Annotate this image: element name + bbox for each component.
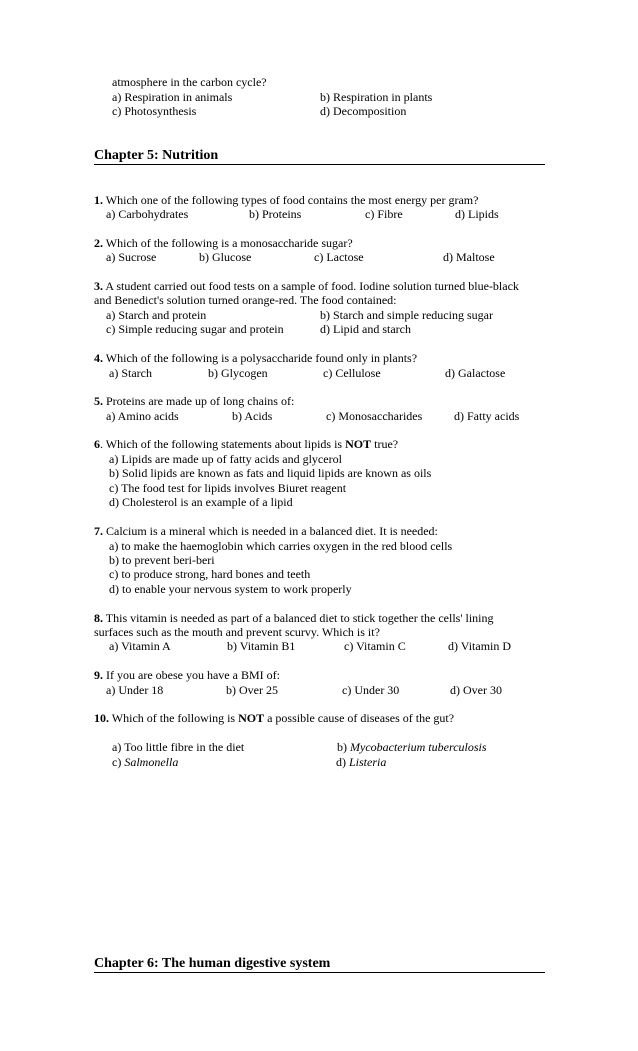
q2-option-c: c) Lactose — [314, 250, 364, 264]
q3-option-a: a) Starch and protein — [106, 308, 207, 322]
q6-option-a: a) Lipids are made up of fatty acids and glycerol — [109, 452, 342, 466]
option-organism: Listeria — [349, 755, 387, 769]
q4-option-d: d) Galactose — [445, 366, 506, 380]
q9-option-c: c) Under 30 — [342, 683, 400, 697]
q6-option-d: d) Cholesterol is an example of a lipid — [109, 495, 293, 509]
question-number: 5. — [94, 394, 103, 408]
question-text: Which of the following is a monosaccharide sugar? — [103, 236, 353, 250]
option-letter: d) — [336, 755, 349, 769]
question-number: 3. — [94, 279, 103, 293]
q8-option-c: c) Vitamin C — [344, 639, 406, 653]
emphasis-not: NOT — [238, 711, 265, 725]
carry-option-b: b) Respiration in plants — [320, 90, 433, 104]
q10-option-d — [336, 755, 386, 770]
q9-option-d: d) Over 30 — [450, 683, 502, 697]
question-5 — [94, 394, 294, 409]
option-letter: b) — [337, 740, 350, 754]
carry-option-a: a) Respiration in animals — [112, 90, 233, 104]
q1-option-b: b) Proteins — [249, 207, 302, 221]
question-text-end: true? — [371, 437, 399, 451]
question-1 — [94, 193, 478, 208]
option-organism: Mycobacterium tuberculosis — [350, 740, 487, 754]
q7-option-d: d) to enable your nervous system to work properly — [109, 582, 352, 596]
q6-option-b: b) Solid lipids are known as fats and liquid lipids are known as oils — [109, 466, 432, 480]
q5-option-b: b) Acids — [232, 409, 273, 423]
q8-option-b: b) Vitamin B1 — [227, 639, 296, 653]
carry-option-d: d) Decomposition — [320, 104, 407, 118]
q7-option-a: a) to make the haemoglobin which carries oxygen in the red blood cells — [109, 539, 453, 553]
emphasis-not: NOT — [345, 437, 372, 451]
question-number: 1. — [94, 193, 103, 207]
question-text-end: a possible cause of diseases of the gut? — [264, 711, 455, 725]
q5-option-c: c) Monosaccharides — [326, 409, 423, 423]
q3-option-b: b) Starch and simple reducing sugar — [320, 308, 493, 322]
q10-option-b — [337, 740, 487, 755]
question-6 — [94, 437, 398, 452]
question-9 — [94, 668, 280, 683]
q4-option-c: c) Cellulose — [323, 366, 381, 380]
q5-option-d: d) Fatty acids — [454, 409, 520, 423]
q4-option-b: b) Glycogen — [208, 366, 268, 380]
q1-option-c: c) Fibre — [365, 207, 403, 221]
question-3-continued: and Benedict's solution turned orange-red. The food contained: — [94, 293, 397, 307]
q2-option-b: b) Glucose — [199, 250, 252, 264]
question-text: Proteins are made up of long chains of: — [103, 394, 295, 408]
q3-option-d: d) Lipid and starch — [320, 322, 411, 336]
q9-option-a: a) Under 18 — [106, 683, 164, 697]
option-letter: c) — [112, 755, 125, 769]
question-number: 2. — [94, 236, 103, 250]
question-text: Which one of the following types of food contains the most energy per gram? — [103, 193, 479, 207]
q1-option-a: a) Carbohydrates — [106, 207, 189, 221]
q4-option-a: a) Starch — [109, 366, 152, 380]
question-number: 6 — [94, 437, 100, 451]
question-8-continued: surfaces such as the mouth and prevent scurvy. Which is it? — [94, 625, 380, 639]
question-number: 4. — [94, 351, 103, 365]
question-8 — [94, 611, 494, 626]
q8-option-d: d) Vitamin D — [448, 639, 512, 653]
option-organism: Salmonella — [124, 755, 179, 769]
question-text: This vitamin is needed as part of a balanced diet to stick together the cells' lining — [103, 611, 494, 625]
q7-option-b: b) to prevent beri-beri — [109, 553, 215, 567]
carry-question-line: atmosphere in the carbon cycle? — [112, 75, 267, 89]
question-text: Calcium is a mineral which is needed in a balanced diet. It is needed: — [103, 524, 438, 538]
question-number: 10. — [94, 711, 109, 725]
q3-option-c: c) Simple reducing sugar and protein — [106, 322, 284, 336]
question-2 — [94, 236, 353, 251]
q5-option-a: a) Amino acids — [106, 409, 179, 423]
q10-option-c — [112, 755, 178, 770]
question-text: Which of the following is — [109, 711, 239, 725]
question-4 — [94, 351, 417, 366]
q1-option-d: d) Lipids — [455, 207, 499, 221]
q10-option-a: a) Too little fibre in the diet — [112, 740, 245, 754]
question-text: A student carried out food tests on a sample of food. Iodine solution turned blue-black — [103, 279, 519, 293]
question-number: 9. — [94, 668, 103, 682]
question-7 — [94, 524, 438, 539]
question-3 — [94, 279, 519, 294]
chapter-6-heading: Chapter 6: The human digestive system — [94, 956, 545, 973]
question-number: 8. — [94, 611, 103, 625]
q9-option-b: b) Over 25 — [226, 683, 278, 697]
q2-option-d: d) Maltose — [443, 250, 495, 264]
question-text: . Which of the following statements about lipids is — [100, 437, 346, 451]
chapter-5-heading: Chapter 5: Nutrition — [94, 148, 545, 165]
question-text: Which of the following is a polysaccharide found only in plants? — [103, 351, 418, 365]
question-text: If you are obese you have a BMI of: — [103, 668, 280, 682]
question-number: 7. — [94, 524, 103, 538]
q2-option-a: a) Sucrose — [106, 250, 157, 264]
question-10 — [94, 711, 454, 726]
q6-option-c: c) The food test for lipids involves Biuret reagent — [109, 481, 347, 495]
q8-option-a: a) Vitamin A — [109, 639, 171, 653]
carry-option-c: c) Photosynthesis — [112, 104, 197, 118]
q7-option-c: c) to produce strong, hard bones and teeth — [109, 567, 311, 581]
